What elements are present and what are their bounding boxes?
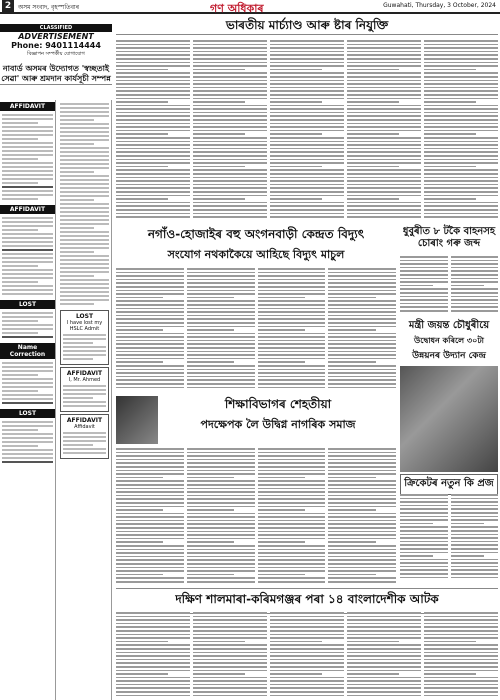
story4-headline: দক্ষিণ শালমাৰা-কৰিমগঞ্জৰ পৰা ১৪ বাংলাদেশীক আটক — [116, 588, 498, 614]
story2-headline-line2: সংযোগ নথকাকৈয়ে আহিছে বিদ্যুৎ মাচুল — [167, 248, 345, 261]
minister-headline-line2: উদ্বোধন কৰিলে ৩০টা — [414, 336, 484, 345]
minister-headline-line1: মন্ত্ৰী জয়ন্ত চৌধুৰীয়ে — [408, 320, 490, 331]
text-column — [424, 610, 498, 698]
dhubri-headline: ধুবুৰীত ৮ টকৈ বাহনসহ চোৰাং গৰু জব্দ — [402, 226, 496, 249]
text-column — [116, 610, 190, 698]
advertisement-box — [0, 24, 112, 64]
story2-headline — [116, 226, 396, 265]
text-column — [328, 266, 396, 392]
education-photo — [116, 396, 158, 444]
text-column — [187, 266, 255, 392]
text-column — [451, 492, 499, 584]
masthead: গণ অধিকাৰ — [210, 2, 264, 15]
story2-body — [116, 266, 396, 392]
text-column — [347, 38, 421, 223]
header-left-text: অসম সংবাদ, বৃহস্পতিবাৰ — [18, 4, 80, 11]
story4-body — [116, 610, 498, 698]
text-column — [270, 610, 344, 698]
nabard-headline: নাবাৰ্ড অসমৰ উদ্যোগত 'স্বচ্ছতাই সেৱা' আৰু শ্ৰমদান কাৰ্যসূচী সম্পন্ন — [1, 64, 111, 83]
story3-body — [116, 446, 396, 586]
text-column — [258, 266, 326, 392]
page-number: 2 — [2, 0, 14, 12]
text-column — [347, 610, 421, 698]
lost-box: LOST I have lost my HSLC Admit — [60, 310, 109, 365]
section-name-correction: Name Correction — [0, 343, 55, 359]
text-column — [187, 446, 255, 586]
story3-headline — [160, 396, 396, 435]
text-column — [328, 446, 396, 586]
cricket-body — [400, 492, 498, 584]
story1-body — [116, 38, 498, 223]
dhubri-body — [400, 254, 498, 314]
affidavit-box-2: AFFIDAVIT Affidavit — [60, 414, 109, 459]
header-date: Guwahati, Thursday, 3 October, 2024 — [383, 2, 496, 9]
section-affidavit-1: AFFIDAVIT — [0, 102, 55, 111]
story1-headline: ভাৰতীয় মাৰ্চ্যাণ্ড আৰু ষ্টাৰ নিযুক্তি — [116, 17, 498, 35]
text-column — [258, 446, 326, 586]
section-affidavit-2: AFFIDAVIT — [0, 205, 55, 214]
classified-label: CLASSIFIED — [0, 24, 112, 32]
text-column — [193, 38, 267, 223]
minister-headline — [400, 318, 498, 363]
notice-column — [58, 100, 112, 700]
classified-column — [0, 100, 56, 700]
story2-headline-line1: নগাঁও-হোজাইৰ বহু অংগনবাড়ী কেন্দ্ৰত বিদ্যুৎ — [147, 227, 365, 241]
section-lost-1: LOST — [0, 300, 55, 309]
page-header — [0, 0, 500, 14]
text-column — [270, 38, 344, 223]
section-lost-2: LOST — [0, 409, 55, 418]
story3-headline-line2: পদক্ষেপক লৈ উদ্বিগ্ন নাগৰিক সমাজ — [200, 418, 356, 431]
text-column — [424, 38, 498, 223]
text-column — [116, 266, 184, 392]
text-column — [451, 254, 499, 314]
story3-headline-line1: শিক্ষাবিভাগৰ শেহতীয়া — [224, 397, 332, 411]
ad-phone: Phone: 9401114444 — [11, 41, 101, 50]
minister-photo — [400, 366, 498, 472]
text-column — [116, 38, 190, 223]
text-column — [193, 610, 267, 698]
text-column — [116, 446, 184, 586]
minister-headline-line3: উন্নয়নৰ উদ্যান কেন্দ্ৰ — [412, 351, 486, 361]
affidavit-box-1: AFFIDAVIT I, Mr. Ahmed — [60, 367, 109, 412]
text-column — [400, 492, 448, 584]
ad-title: ADVERTISEMENT — [18, 32, 94, 41]
text-column — [400, 254, 448, 314]
ad-tagline: বিজ্ঞাপন সম্পৰ্কীয় যোগাযোগ — [27, 51, 85, 57]
cricket-headline: ক্ৰিকেটৰ নতুন কি প্ৰজ — [400, 474, 498, 495]
